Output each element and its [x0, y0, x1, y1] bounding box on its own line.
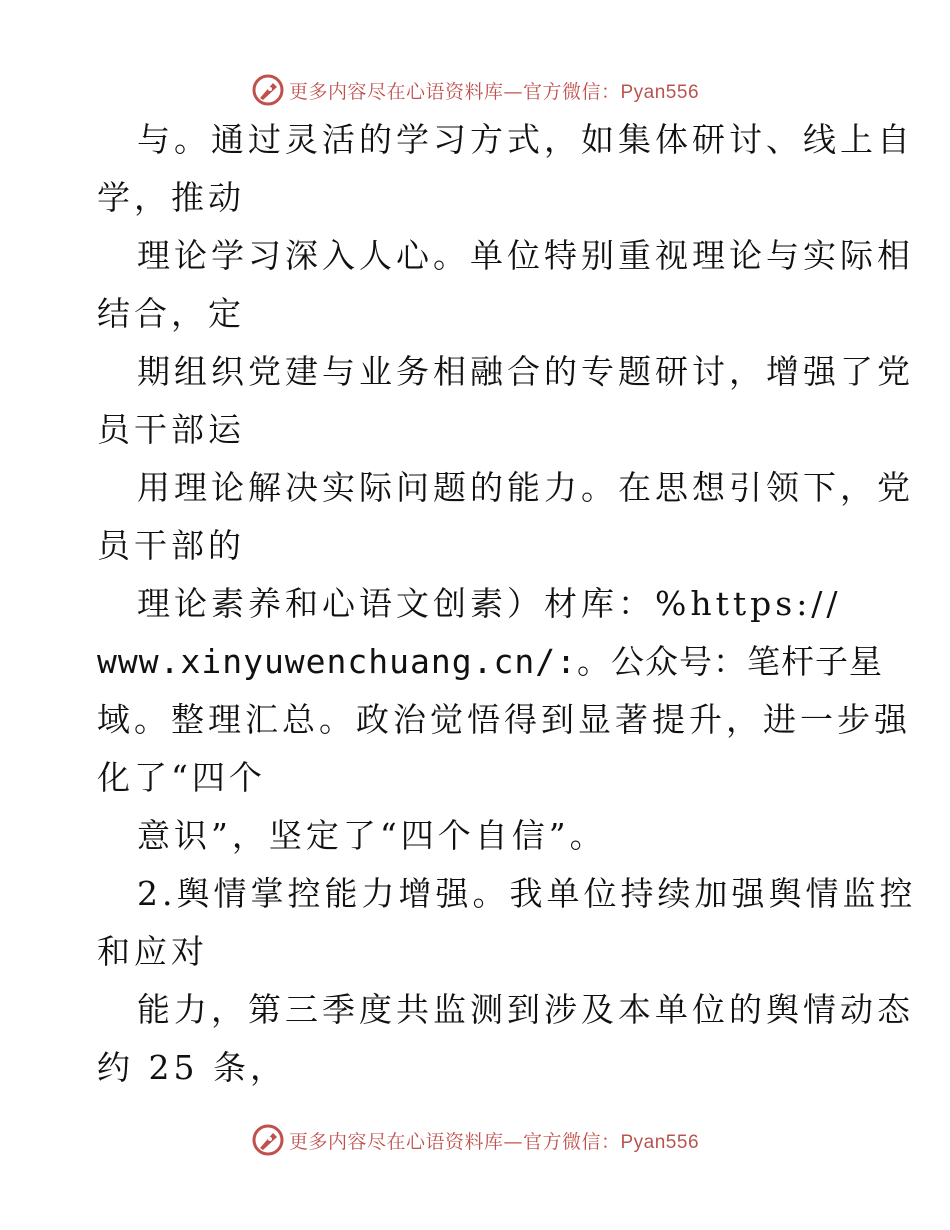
header-watermark [0, 70, 950, 110]
text-line: www.xinyuwenchuang.cn/:。公众号：笔杆子星 [97, 642, 883, 681]
text-line: 2.舆情掌控能力增强。我单位持续加强舆情监控 [137, 874, 917, 913]
text-line: 意识”，坚定了“四个自信”。 [137, 816, 607, 855]
text-line: 化了“四个 [97, 758, 266, 797]
text-line: 员干部的 [97, 526, 245, 565]
watermark-text: 更多内容尽在心语资料库—官方微信：Pyan556 [288, 1130, 700, 1153]
text-line: 期组织党建与业务相融合的专题研讨，增强了党 [137, 352, 914, 391]
pen-nib-icon [251, 73, 285, 107]
text-line: 能力，第三季度共监测到涉及本单位的舆情动态 [137, 990, 914, 1029]
footer-watermark [0, 1120, 950, 1160]
text-line: 员干部运 [97, 410, 245, 449]
text-line: 结合，定 [97, 294, 245, 333]
text-line: 学，推动 [97, 178, 245, 217]
text-line: 理论素养和心语文创素）材库：%https:// [137, 584, 842, 623]
wechat-id: Pyan556 [620, 81, 700, 103]
wechat-id: Pyan556 [620, 1131, 700, 1153]
text-line: 约 25 条， [97, 1048, 287, 1087]
text-line: 和应对 [97, 932, 208, 971]
watermark-text: 更多内容尽在心语资料库—官方微信：Pyan556 [288, 80, 700, 103]
text-line: 与。通过灵活的学习方式，如集体研讨、线上自 [137, 120, 914, 159]
pen-nib-icon [251, 1123, 285, 1157]
text-line: 用理论解决实际问题的能力。在思想引领下，党 [137, 468, 914, 507]
text-line: 理论学习深入人心。单位特别重视理论与实际相 [137, 236, 914, 275]
text-line: 域。整理汇总。政治觉悟得到显著提升，进一步强 [97, 700, 911, 739]
